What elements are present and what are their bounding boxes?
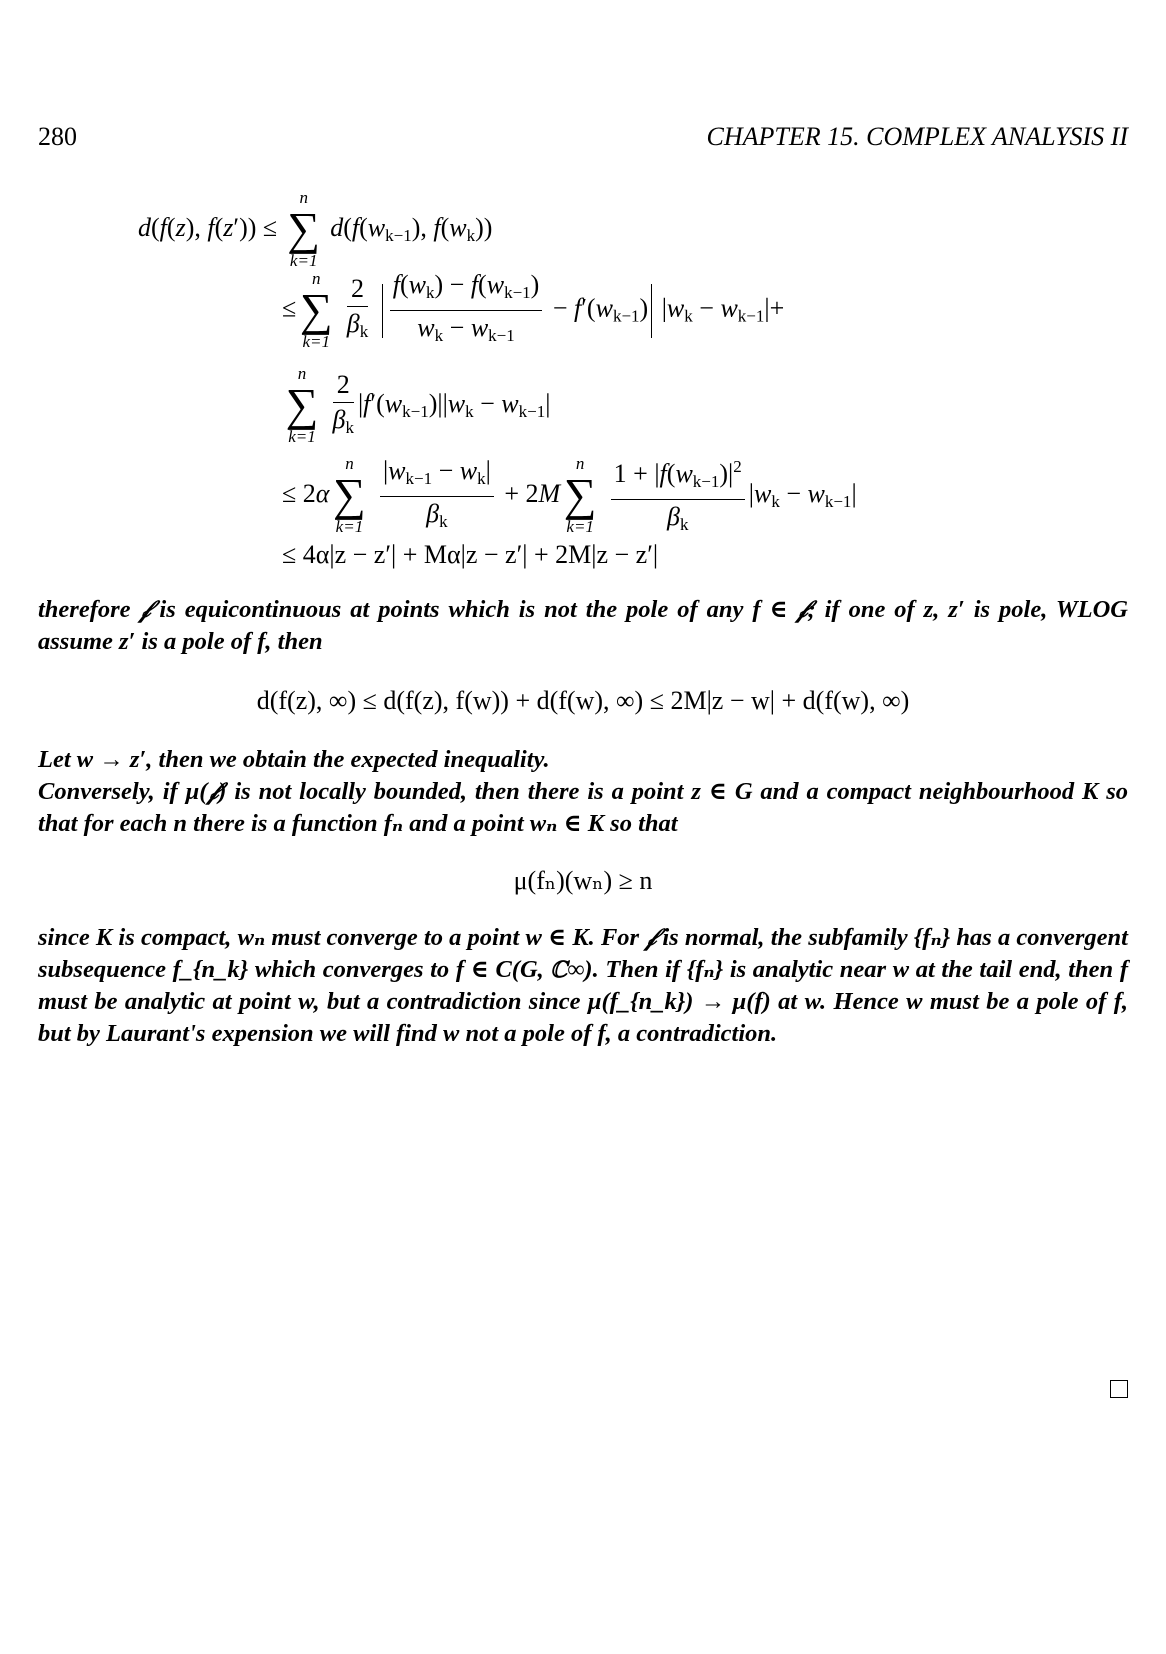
running-header	[38, 122, 1128, 156]
chapter-title: CHAPTER 15. COMPLEX ANALYSIS II	[706, 122, 1128, 151]
equation-line-2: ≤ n ∑ k=1 $\frac{2}{\beta_k}$ $\frac{f(w_k) - f(w_{k-1})}{w_k - w_{k-1}}$ − $f'(w_{k-1}) |w_k - w_{k-1}|+$	[282, 268, 785, 351]
qed-square-icon	[1110, 1380, 1128, 1398]
paragraph-compactness: since K is compact, wₙ must converge to a point w ∈ K. For 𝒻 is normal, the subfamily {fₙ} has a convergent subsequence f_{n_k} which converges to f ∈ C(G, ℂ∞). Then if {fₙ} is analytic near w at the tail end, then f must be analytic at point w, but a contradiction since μ(f_{n_k}) → μ(f) at w. Hence w must be a pole of f, but by Laurant's expension we will find w not a pole of f, a contradiction.	[38, 924, 1128, 1047]
equation-line-5: ≤ 4α|z − z′| + Mα|z − z′| + 2M|z − z′|	[282, 540, 659, 569]
equation-line-3: n ∑ k=1 $\frac{2}{\beta_k}$ $|f'(w_{k-1})||w_k - w_{k-1}|$	[285, 364, 551, 446]
equation-pole-bound: d(f(z), ∞) ≤ d(f(z), f(w)) + d(f(w), ∞) ≤ 2M|z − w| + d(f(w), ∞)	[256, 686, 910, 715]
paragraph-conversely: Conversely, if μ(𝒻) is not locally bounded, then there is a point z ∈ G and a compact neighbourhood K so that for each n there is a function fₙ and a point wₙ ∈ K so that	[38, 778, 1128, 837]
equation-mu-bound: μ(fₙ)(wₙ) ≥ n	[513, 866, 653, 895]
equation-line-4: ≤ 2α n ∑ k=1 $\frac{|w_{k-1} - w_k|}{\beta_k}$ + 2M n ∑ k=1 $\frac{1 + |f(w_{k-1})|^2}{\beta_k}$ $|w_k - w_{k-1}|$	[282, 454, 857, 536]
equation-line-1: d(f(z), f(z′)) ≤ n ∑ k=1 $d(f(w_{k-1})$, $f(w_k)$)	[138, 188, 493, 270]
paragraph-limit: Let w → z′, then we obtain the expected inequality.	[38, 746, 550, 773]
page-number: 280	[38, 122, 77, 151]
paragraph-equicontinuous: therefore 𝒻 is equicontinuous at points which is not the pole of any f ∈ 𝒻; if one of z, z′ is pole, WLOG assume z′ is a pole of f, then	[38, 596, 1128, 655]
